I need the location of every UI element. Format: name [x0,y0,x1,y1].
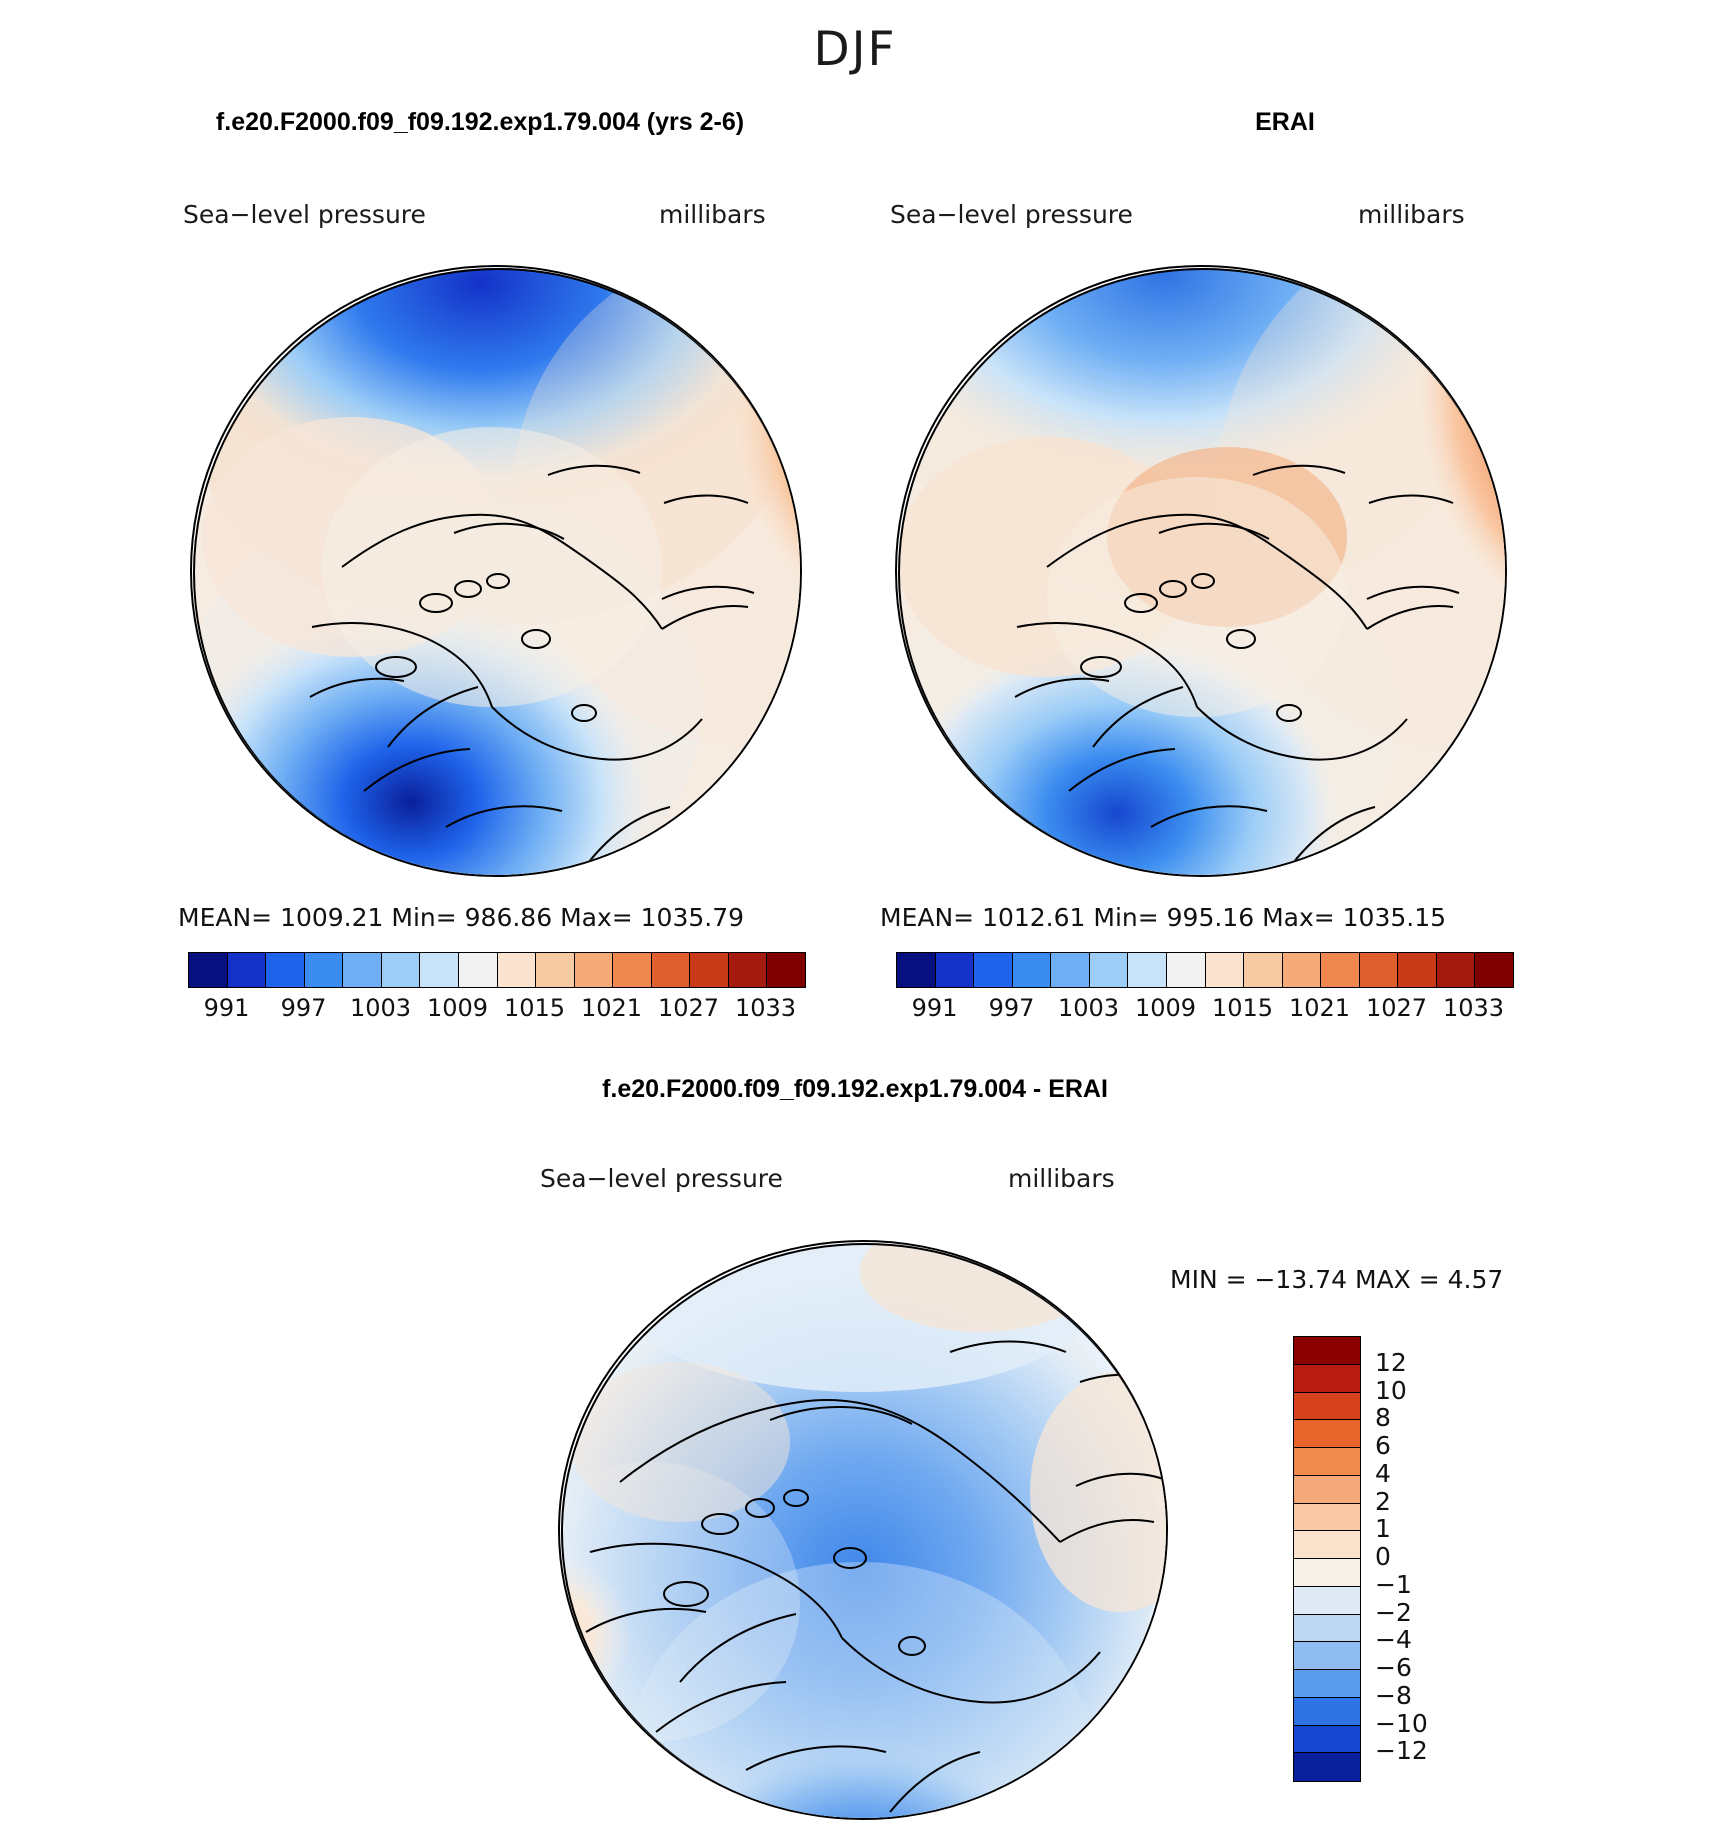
colorbar-swatch [1167,953,1206,987]
colorbar-tick-label: −4 [1375,1625,1412,1655]
colorbar-swatch [382,953,421,987]
colorbar-tick-label: −10 [1375,1708,1428,1738]
colorbar-tick-label: 991 [203,994,250,1022]
colorbar-tick-label: 1015 [503,994,566,1022]
colorbar-swatch [1206,953,1245,987]
colorbar-swatch [1294,1698,1360,1726]
difference-colorbar-labels [1375,1336,1495,1780]
model-variable-label: Sea−level pressure [183,200,426,229]
colorbar-tick-label: 1015 [1211,994,1274,1022]
colorbar-tick-label: 1033 [1442,994,1505,1022]
obs-stats: MEAN= 1012.61 Min= 995.16 Max= 1035.15 [880,903,1447,932]
colorbar-tick-label: 997 [988,994,1035,1022]
obs-variable-label: Sea−level pressure [890,200,1133,229]
colorbar-swatch [1283,953,1322,987]
colorbar-swatch [1398,953,1437,987]
obs-polar-map[interactable] [895,265,1507,877]
colorbar-swatch [1294,1365,1360,1393]
model-colorbar[interactable] [188,952,806,988]
obs-panel-title: ERAI [1255,108,1315,136]
difference-variable-label: Sea−level pressure [540,1164,783,1193]
colorbar-swatch [652,953,691,987]
colorbar-swatch [1294,1337,1360,1365]
colorbar-swatch [459,953,498,987]
colorbar-swatch [1294,1726,1360,1754]
obs-colorbar[interactable] [896,952,1514,988]
colorbar-swatch [1294,1393,1360,1421]
difference-units-label: millibars [1008,1164,1115,1193]
colorbar-tick-label: −6 [1375,1653,1412,1682]
colorbar-tick-label: 1033 [734,994,797,1022]
colorbar-swatch [1128,953,1167,987]
colorbar-tick-label: 8 [1375,1403,1391,1433]
colorbar-swatch [266,953,305,987]
colorbar-tick-label: 1021 [580,994,643,1022]
colorbar-swatch [1244,953,1283,987]
colorbar-swatch [420,953,459,987]
colorbar-swatch [729,953,768,987]
model-units-label: millibars [659,200,766,229]
colorbar-swatch [228,953,267,987]
model-panel-title: f.e20.F2000.f09_f09.192.exp1.79.004 (yrs 2-6) [215,108,745,136]
colorbar-swatch [1294,1559,1360,1587]
colorbar-swatch [974,953,1013,987]
colorbar-tick-label: 1003 [349,994,412,1022]
colorbar-swatch [1360,953,1399,987]
colorbar-tick-label: 997 [280,994,327,1022]
colorbar-swatch [1475,953,1513,987]
colorbar-swatch [1321,953,1360,987]
colorbar-swatch [1294,1448,1360,1476]
colorbar-swatch [1437,953,1476,987]
colorbar-tick-label: −8 [1375,1680,1412,1710]
colorbar-swatch [613,953,652,987]
colorbar-swatch [305,953,344,987]
colorbar-swatch [498,953,537,987]
colorbar-tick-label: 1 [1375,1514,1391,1544]
colorbar-tick-label: 991 [911,994,958,1022]
colorbar-swatch [690,953,729,987]
colorbar-swatch [767,953,805,987]
colorbar-swatch [897,953,936,987]
colorbar-swatch [1294,1476,1360,1504]
colorbar-tick-label: −2 [1375,1597,1412,1627]
colorbar-swatch [1294,1615,1360,1643]
colorbar-tick-label: 2 [1375,1486,1391,1516]
colorbar-tick-label: 1009 [426,994,489,1022]
colorbar-swatch [1294,1587,1360,1615]
colorbar-swatch [1294,1642,1360,1670]
model-stats: MEAN= 1009.21 Min= 986.86 Max= 1035.79 [178,903,745,932]
colorbar-swatch [575,953,614,987]
colorbar-tick-label: 0 [1375,1542,1391,1571]
colorbar-tick-label: 12 [1375,1347,1407,1377]
colorbar-tick-label: 1003 [1057,994,1120,1022]
colorbar-tick-label: 6 [1375,1431,1391,1460]
difference-colorbar[interactable] [1293,1336,1361,1782]
colorbar-tick-label: 1027 [1365,994,1428,1022]
colorbar-swatch [343,953,382,987]
colorbar-tick-label: 1021 [1288,994,1351,1022]
colorbar-swatch [1013,953,1052,987]
colorbar-swatch [1294,1670,1360,1698]
model-polar-map[interactable] [190,265,802,877]
colorbar-swatch [189,953,228,987]
colorbar-swatch [936,953,975,987]
colorbar-tick-label: −1 [1375,1569,1412,1599]
colorbar-swatch [1090,953,1129,987]
colorbar-swatch [1051,953,1090,987]
colorbar-swatch [1294,1753,1360,1781]
colorbar-tick-label: −12 [1375,1736,1428,1766]
colorbar-swatch [1294,1504,1360,1532]
colorbar-swatch [1294,1531,1360,1559]
difference-polar-map[interactable] [558,1240,1168,1820]
colorbar-swatch [1294,1420,1360,1448]
colorbar-tick-label: 1027 [657,994,720,1022]
colorbar-tick-label: 1009 [1134,994,1197,1022]
season-title: DJF [813,22,897,77]
obs-units-label: millibars [1358,200,1465,229]
colorbar-swatch [536,953,575,987]
difference-panel-title: f.e20.F2000.f09_f09.192.exp1.79.004 - ERAI [602,1075,1108,1103]
colorbar-tick-label: 10 [1375,1375,1407,1405]
difference-minmax: MIN = −13.74 MAX = 4.57 [1170,1265,1504,1294]
colorbar-tick-label: 4 [1375,1458,1391,1488]
